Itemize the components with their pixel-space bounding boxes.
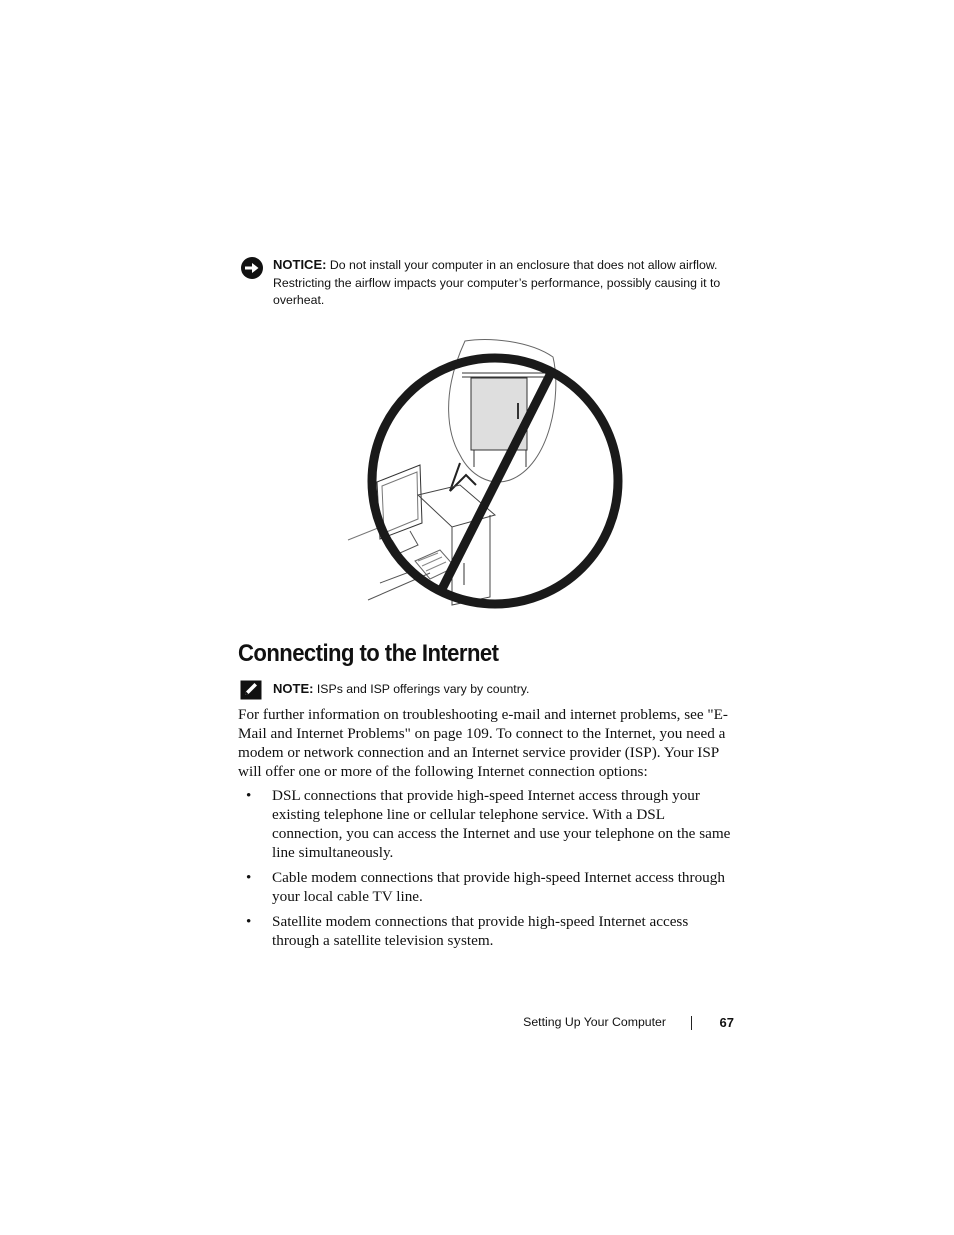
notice-hand-icon [240, 256, 264, 280]
connection-options-list [238, 786, 738, 956]
body-paragraph: For further information on troubleshooting e-mail and internet problems, see "E-Mail and Internet Problems" on page 109. To connect to the Internet, you need a modem or network connection and an Internet service provider (ISP). Your ISP will offer one or more of the following Internet connection options: [238, 706, 728, 780]
page-number: 67 [719, 1015, 734, 1030]
notice-text [273, 256, 740, 310]
notice-box [240, 256, 740, 310]
bullet-marker: • [246, 787, 252, 804]
note-body: ISPs and ISP offerings vary by country. [316, 682, 530, 696]
list-item-text: Cable modem connections that provide high-speed Internet access through your local cable TV line. [272, 869, 725, 905]
pencil-note-icon [240, 680, 262, 700]
notice-body: Do not install your computer in an enclosure that does not allow airflow. Restricting the airflow impacts your computer’s performance, possibly causing it to overheat. [273, 258, 721, 307]
footer-divider [691, 1016, 692, 1030]
note-label: NOTE: [273, 681, 314, 696]
note-box [240, 680, 740, 698]
list-item-text: Satellite modem connections that provide high-speed Internet access through a satellite television system. [272, 913, 689, 949]
notice-label: NOTICE: [273, 257, 327, 272]
page-title: Connecting to the Internet [238, 640, 499, 667]
footer-section-title: Setting Up Your Computer [523, 1015, 666, 1029]
bullet-marker: • [246, 913, 252, 930]
list-item [238, 868, 738, 906]
note-text [273, 680, 740, 698]
list-item [238, 786, 738, 862]
list-item [238, 912, 738, 950]
list-item-text: DSL connections that provide high-speed Internet access through your existing telephone line or cellular telephone service. With a DSL connection, you can access the Internet and use your telephone on the same line simultaneously. [272, 787, 731, 861]
bullet-marker: • [246, 869, 252, 886]
page-footer [500, 1015, 736, 1035]
prohibited-enclosure-illustration [340, 335, 630, 620]
